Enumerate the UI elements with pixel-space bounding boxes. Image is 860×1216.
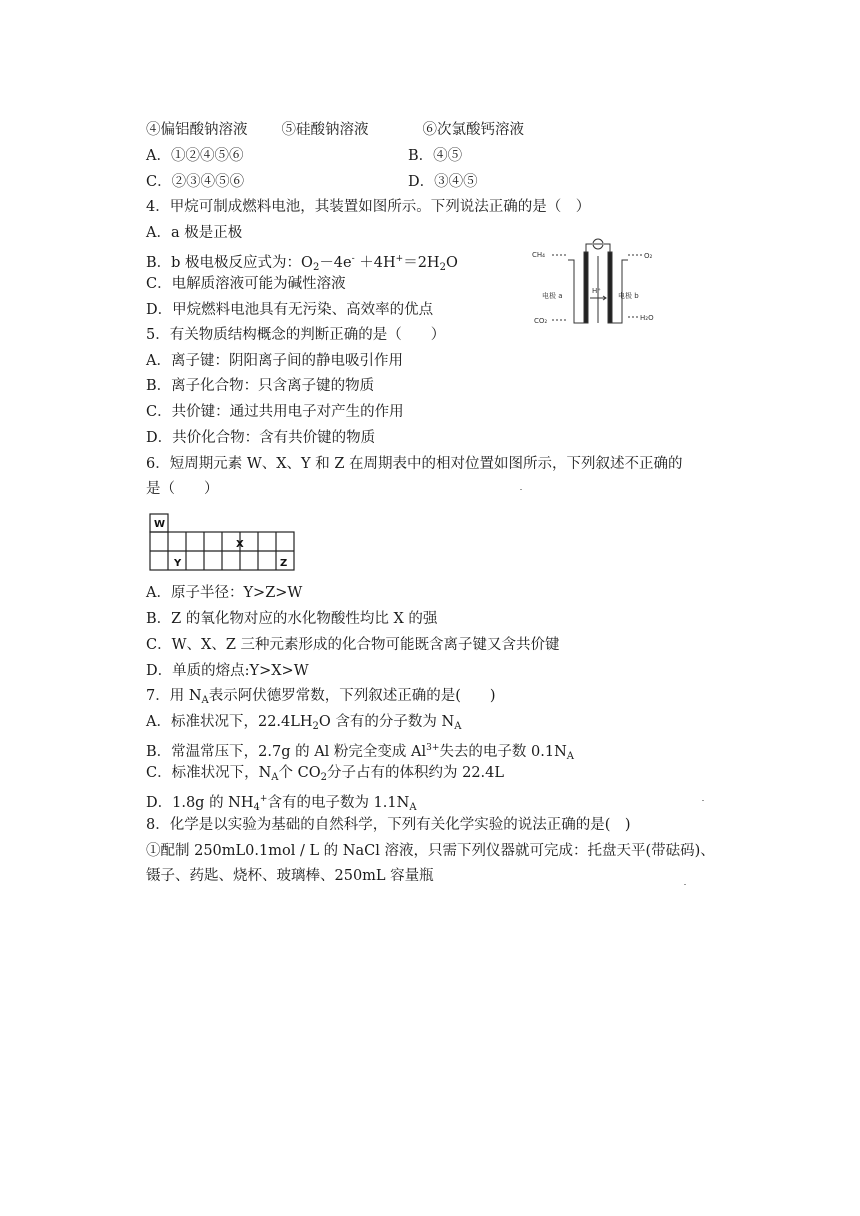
q4-option-a: A．a 极是正极 <box>146 225 243 241</box>
fuel-cell-diagram <box>528 236 668 332</box>
periodic-table-fragment <box>148 512 298 574</box>
q8-stem: 8．化学是以实验为基础的自然科学，下列有关化学实验的说法正确的是( ) <box>146 817 631 833</box>
co2-label: CO₂ <box>534 317 548 325</box>
scan-speck <box>684 884 686 885</box>
q5-option-d: D．共价化合物：含有共价键的物质 <box>146 430 376 446</box>
q3-option-a: A．①②④⑤⑥ <box>146 148 244 164</box>
scan-speck <box>702 800 704 801</box>
q3-option-c: C．②③④⑤⑥ <box>146 174 245 190</box>
element-x: X <box>236 539 244 550</box>
q7-stem: 7．用 $N_A$表示阿伏德罗常数，下列叙述正确的是( ) <box>146 688 496 706</box>
h2o-label: H₂O <box>640 314 654 322</box>
electrode-b-label: 电极 b <box>618 292 639 300</box>
q3-option-d: D．③④⑤ <box>408 174 478 190</box>
q6-stem-line2: 是（ ） <box>146 481 219 497</box>
q5-option-a: A．离子键：阴阳离子间的静电吸引作用 <box>146 353 403 369</box>
option-line-4-5-6: ④偏铝酸钠溶液 ⑤硅酸钠溶液 ⑥次氯酸钙溶液 <box>146 122 524 138</box>
h-plus-label: H⁺ <box>592 287 601 295</box>
q4-option-d: D．甲烷燃料电池具有无污染、高效率的优点 <box>146 302 434 318</box>
q8-item1-line1: ①配制 250mL0.1mol / L 的 NaCl 溶液，只需下列仪器就可完成：托盘天平(带砝码)、 <box>146 843 715 859</box>
ch4-label: CH₄ <box>532 251 545 259</box>
q5-option-c: C．共价键：通过共用电子对产生的作用 <box>146 404 404 420</box>
q5-stem: 5．有关物质结构概念的判断正确的是（ ） <box>146 327 446 343</box>
q6-stem-line1: 6．短周期元素 W、X、Y 和 Z 在周期表中的相对位置如图所示，下列叙述不正确的 <box>146 456 683 472</box>
q6-option-b: B．Z 的氧化物对应的水化物酸性均比 X 的强 <box>146 611 438 627</box>
q4-stem: 4．甲烷可制成燃料电池，其装置如图所示。下列说法正确的是（ ） <box>146 199 591 215</box>
q4-option-c: C．电解质溶液可能为碱性溶液 <box>146 276 346 292</box>
q7-option-d: D．1.8g 的 $NH_4^+$含有的电子数为 $1.1N_A$ <box>146 794 417 813</box>
element-y: Y <box>174 558 182 569</box>
element-z: Z <box>280 558 288 569</box>
q6-option-a: A．原子半径：Y>Z>W <box>146 585 303 601</box>
q6-option-d: D．单质的熔点:Y>X>W <box>146 663 309 679</box>
o2-label: O₂ <box>644 252 653 260</box>
q7-option-c: C．标准状况下，$N_A$个 $CO_2$分子占有的体积约为 22.4L <box>146 765 505 783</box>
electrode-a-label: 电极 a <box>542 292 563 300</box>
q7-option-b: B．常温常压下，2.7g 的 Al 粉完全变成 $Al^{3+}$失去的电子数 $0.1N_A$ <box>146 743 575 762</box>
q4-option-b: B．b 极电极反应式为：$O_2-4e^- +4H^+=2H_2O$ <box>146 254 458 273</box>
q3-option-b: B．④⑤ <box>408 148 463 164</box>
q8-item1-line2: 镊子、药匙、烧杯、玻璃棒、250mL 容量瓶 <box>146 868 434 884</box>
q6-option-c: C．W、X、Z 三种元素形成的化合物可能既含离子键又含共价键 <box>146 637 560 653</box>
q5-option-b: B．离子化合物：只含离子键的物质 <box>146 378 375 394</box>
q7-option-a: A．标准状况下，$22.4LH_2O$ 含有的分子数为 $N_A$ <box>146 714 462 732</box>
element-w: W <box>154 519 166 530</box>
scan-speck <box>520 489 522 490</box>
